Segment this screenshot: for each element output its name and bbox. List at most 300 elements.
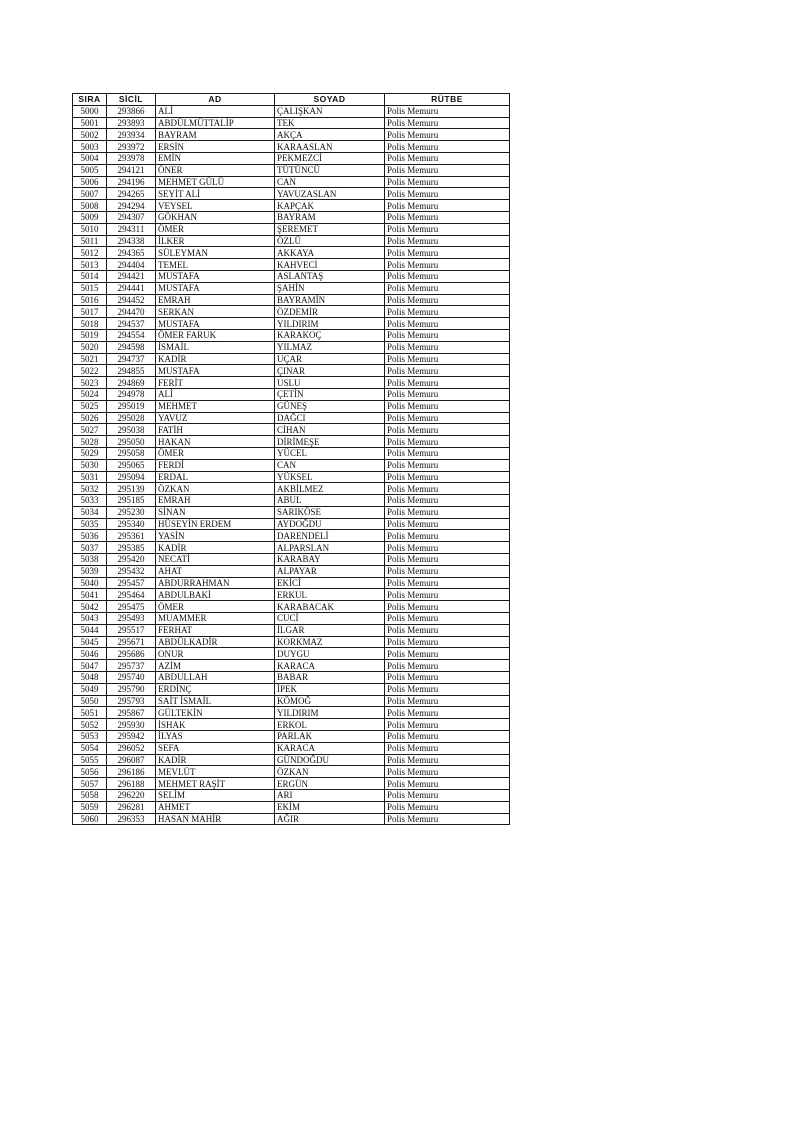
table-row <box>73 672 510 684</box>
cell-sira: 5018 <box>73 318 107 330</box>
cell-rutbe: Polis Memuru <box>385 471 510 483</box>
cell-soyad: KÖMOĞ <box>275 695 385 707</box>
cell-sira: 5058 <box>73 790 107 802</box>
cell-sira: 5043 <box>73 613 107 625</box>
table-row <box>73 613 510 625</box>
cell-sicil: 295361 <box>107 530 156 542</box>
cell-soyad: ALPARSLAN <box>275 542 385 554</box>
cell-ad: ABDULLAH <box>156 672 275 684</box>
cell-sicil: 295058 <box>107 447 156 459</box>
cell-soyad: UÇAR <box>275 353 385 365</box>
cell-rutbe: Polis Memuru <box>385 377 510 389</box>
cell-soyad: KAPÇAK <box>275 200 385 212</box>
cell-sira: 5008 <box>73 200 107 212</box>
cell-soyad: ARI <box>275 790 385 802</box>
table-row <box>73 353 510 365</box>
cell-rutbe: Polis Memuru <box>385 176 510 188</box>
table-row <box>73 211 510 223</box>
table-row <box>73 565 510 577</box>
cell-sira: 5034 <box>73 506 107 518</box>
cell-soyad: PEKMEZCİ <box>275 152 385 164</box>
cell-rutbe: Polis Memuru <box>385 341 510 353</box>
table-row <box>73 176 510 188</box>
cell-soyad: YÜKSEL <box>275 471 385 483</box>
cell-soyad: KAHVECİ <box>275 259 385 271</box>
cell-sicil: 295686 <box>107 648 156 660</box>
cell-sicil: 295457 <box>107 577 156 589</box>
cell-sira: 5041 <box>73 589 107 601</box>
table-row <box>73 270 510 282</box>
cell-ad: FATİH <box>156 424 275 436</box>
cell-sira: 5000 <box>73 105 107 117</box>
cell-rutbe: Polis Memuru <box>385 766 510 778</box>
cell-soyad: BAYRAM <box>275 211 385 223</box>
table-row <box>73 129 510 141</box>
cell-sicil: 295517 <box>107 624 156 636</box>
cell-ad: MEVLÜT <box>156 766 275 778</box>
cell-sicil: 295740 <box>107 672 156 684</box>
table-row <box>73 471 510 483</box>
cell-sira: 5045 <box>73 636 107 648</box>
cell-sicil: 294338 <box>107 235 156 247</box>
cell-soyad: ERGÜN <box>275 778 385 790</box>
cell-rutbe: Polis Memuru <box>385 636 510 648</box>
cell-ad: ÖMER <box>156 223 275 235</box>
cell-sira: 5024 <box>73 388 107 400</box>
cell-soyad: KARACA <box>275 660 385 672</box>
cell-soyad: ŞEREMET <box>275 223 385 235</box>
cell-rutbe: Polis Memuru <box>385 577 510 589</box>
cell-soyad: ÇETİN <box>275 388 385 400</box>
cell-ad: AHAT <box>156 565 275 577</box>
cell-soyad: ÖZLÜ <box>275 235 385 247</box>
cell-rutbe: Polis Memuru <box>385 683 510 695</box>
cell-ad: YASİN <box>156 530 275 542</box>
table-row <box>73 778 510 790</box>
cell-soyad: KORKMAZ <box>275 636 385 648</box>
cell-sira: 5022 <box>73 365 107 377</box>
cell-soyad: PARLAK <box>275 731 385 743</box>
cell-rutbe: Polis Memuru <box>385 565 510 577</box>
table-row <box>73 318 510 330</box>
cell-rutbe: Polis Memuru <box>385 318 510 330</box>
cell-rutbe: Polis Memuru <box>385 790 510 802</box>
cell-sira: 5011 <box>73 235 107 247</box>
cell-sicil: 294421 <box>107 270 156 282</box>
cell-rutbe: Polis Memuru <box>385 731 510 743</box>
cell-soyad: ERKUL <box>275 589 385 601</box>
cell-soyad: KARABAY <box>275 554 385 566</box>
cell-sira: 5054 <box>73 742 107 754</box>
cell-rutbe: Polis Memuru <box>385 223 510 235</box>
cell-sicil: 295432 <box>107 565 156 577</box>
cell-rutbe: Polis Memuru <box>385 436 510 448</box>
table-row <box>73 141 510 153</box>
cell-rutbe: Polis Memuru <box>385 329 510 341</box>
cell-ad: SERKAN <box>156 306 275 318</box>
cell-rutbe: Polis Memuru <box>385 152 510 164</box>
table-row <box>73 259 510 271</box>
cell-sira: 5035 <box>73 518 107 530</box>
table-row <box>73 813 510 825</box>
table-row <box>73 341 510 353</box>
table-row <box>73 282 510 294</box>
cell-ad: SÜLEYMAN <box>156 247 275 259</box>
cell-sicil: 294554 <box>107 329 156 341</box>
header-ad: AD <box>156 94 275 106</box>
cell-sira: 5056 <box>73 766 107 778</box>
cell-sira: 5002 <box>73 129 107 141</box>
cell-sicil: 295139 <box>107 483 156 495</box>
cell-sicil: 294978 <box>107 388 156 400</box>
cell-ad: ABDÜLKADİR <box>156 636 275 648</box>
cell-sicil: 294365 <box>107 247 156 259</box>
cell-sira: 5057 <box>73 778 107 790</box>
cell-sicil: 295028 <box>107 412 156 424</box>
header-sira: SIRA <box>73 94 107 106</box>
cell-sicil: 295464 <box>107 589 156 601</box>
cell-ad: VEYSEL <box>156 200 275 212</box>
table-row <box>73 105 510 117</box>
cell-sicil: 294307 <box>107 211 156 223</box>
cell-ad: EMRAH <box>156 495 275 507</box>
cell-sira: 5036 <box>73 530 107 542</box>
cell-rutbe: Polis Memuru <box>385 801 510 813</box>
cell-rutbe: Polis Memuru <box>385 270 510 282</box>
cell-sira: 5001 <box>73 117 107 129</box>
cell-soyad: EKİCİ <box>275 577 385 589</box>
cell-ad: MUAMMER <box>156 613 275 625</box>
table-row <box>73 530 510 542</box>
cell-sira: 5046 <box>73 648 107 660</box>
cell-rutbe: Polis Memuru <box>385 648 510 660</box>
cell-sicil: 296188 <box>107 778 156 790</box>
cell-sicil: 296353 <box>107 813 156 825</box>
table-row <box>73 412 510 424</box>
cell-sicil: 294121 <box>107 164 156 176</box>
cell-ad: BAYRAM <box>156 129 275 141</box>
cell-sira: 5003 <box>73 141 107 153</box>
cell-soyad: ABUL <box>275 495 385 507</box>
cell-sicil: 294452 <box>107 294 156 306</box>
cell-sicil: 294311 <box>107 223 156 235</box>
cell-rutbe: Polis Memuru <box>385 164 510 176</box>
cell-rutbe: Polis Memuru <box>385 188 510 200</box>
cell-ad: TEMEL <box>156 259 275 271</box>
cell-ad: ABDURRAHMAN <box>156 577 275 589</box>
cell-sicil: 295867 <box>107 707 156 719</box>
cell-ad: SEYİT ALİ <box>156 188 275 200</box>
cell-sira: 5055 <box>73 754 107 766</box>
cell-rutbe: Polis Memuru <box>385 554 510 566</box>
cell-soyad: KARAASLAN <box>275 141 385 153</box>
cell-sira: 5044 <box>73 624 107 636</box>
cell-rutbe: Polis Memuru <box>385 613 510 625</box>
cell-soyad: YILDIRIM <box>275 318 385 330</box>
cell-rutbe: Polis Memuru <box>385 624 510 636</box>
cell-ad: İLYAS <box>156 731 275 743</box>
cell-ad: ÖMER FARUK <box>156 329 275 341</box>
table-row <box>73 247 510 259</box>
cell-ad: İSMAİL <box>156 341 275 353</box>
cell-sira: 5021 <box>73 353 107 365</box>
cell-rutbe: Polis Memuru <box>385 589 510 601</box>
cell-soyad: ALPAYAR <box>275 565 385 577</box>
cell-rutbe: Polis Memuru <box>385 412 510 424</box>
cell-soyad: CAN <box>275 176 385 188</box>
table-row <box>73 424 510 436</box>
cell-ad: MUSTAFA <box>156 318 275 330</box>
cell-ad: HÜSEYİN ERDEM <box>156 518 275 530</box>
cell-ad: KADİR <box>156 353 275 365</box>
cell-sicil: 294869 <box>107 377 156 389</box>
cell-rutbe: Polis Memuru <box>385 200 510 212</box>
cell-soyad: DAĞCI <box>275 412 385 424</box>
cell-rutbe: Polis Memuru <box>385 459 510 471</box>
table-row <box>73 400 510 412</box>
cell-rutbe: Polis Memuru <box>385 129 510 141</box>
table-row <box>73 459 510 471</box>
cell-sicil: 295230 <box>107 506 156 518</box>
cell-sira: 5009 <box>73 211 107 223</box>
table-row <box>73 188 510 200</box>
cell-sira: 5004 <box>73 152 107 164</box>
cell-sicil: 294855 <box>107 365 156 377</box>
cell-rutbe: Polis Memuru <box>385 424 510 436</box>
cell-sira: 5033 <box>73 495 107 507</box>
cell-soyad: AKKAYA <box>275 247 385 259</box>
cell-soyad: ÇALIŞKAN <box>275 105 385 117</box>
cell-sicil: 294598 <box>107 341 156 353</box>
cell-sira: 5038 <box>73 554 107 566</box>
cell-sicil: 295340 <box>107 518 156 530</box>
table-row <box>73 731 510 743</box>
cell-soyad: USLU <box>275 377 385 389</box>
cell-rutbe: Polis Memuru <box>385 660 510 672</box>
cell-ad: FERİT <box>156 377 275 389</box>
cell-ad: FERHAT <box>156 624 275 636</box>
cell-sira: 5012 <box>73 247 107 259</box>
cell-sicil: 296186 <box>107 766 156 778</box>
cell-soyad: AKBİLMEZ <box>275 483 385 495</box>
header-row <box>73 94 510 106</box>
cell-rutbe: Polis Memuru <box>385 495 510 507</box>
table-row <box>73 447 510 459</box>
cell-sicil: 295737 <box>107 660 156 672</box>
cell-sira: 5059 <box>73 801 107 813</box>
cell-sicil: 294537 <box>107 318 156 330</box>
cell-rutbe: Polis Memuru <box>385 388 510 400</box>
cell-sicil: 294470 <box>107 306 156 318</box>
table-row <box>73 719 510 731</box>
cell-soyad: SARIKÖSE <box>275 506 385 518</box>
cell-sira: 5042 <box>73 601 107 613</box>
cell-ad: MEHMET GÜLÜ <box>156 176 275 188</box>
table-row <box>73 152 510 164</box>
table-row <box>73 495 510 507</box>
cell-soyad: BABAR <box>275 672 385 684</box>
cell-ad: AHMET <box>156 801 275 813</box>
cell-sira: 5030 <box>73 459 107 471</box>
cell-rutbe: Polis Memuru <box>385 247 510 259</box>
cell-rutbe: Polis Memuru <box>385 306 510 318</box>
table-row <box>73 329 510 341</box>
cell-ad: ALİ <box>156 388 275 400</box>
cell-rutbe: Polis Memuru <box>385 506 510 518</box>
cell-rutbe: Polis Memuru <box>385 259 510 271</box>
cell-soyad: YILMAZ <box>275 341 385 353</box>
cell-sicil: 294294 <box>107 200 156 212</box>
cell-soyad: KARAKOÇ <box>275 329 385 341</box>
header-sicil: SİCİL <box>107 94 156 106</box>
cell-ad: ÖMER <box>156 601 275 613</box>
cell-ad: HAKAN <box>156 436 275 448</box>
table-row <box>73 742 510 754</box>
cell-sicil: 295019 <box>107 400 156 412</box>
cell-soyad: İPEK <box>275 683 385 695</box>
table-row <box>73 766 510 778</box>
cell-soyad: BAYRAMİN <box>275 294 385 306</box>
cell-sira: 5049 <box>73 683 107 695</box>
cell-sira: 5007 <box>73 188 107 200</box>
cell-rutbe: Polis Memuru <box>385 282 510 294</box>
cell-sicil: 295475 <box>107 601 156 613</box>
table-row <box>73 624 510 636</box>
cell-ad: ERSİN <box>156 141 275 153</box>
cell-rutbe: Polis Memuru <box>385 483 510 495</box>
table-row <box>73 589 510 601</box>
cell-ad: KADİR <box>156 754 275 766</box>
table-row <box>73 518 510 530</box>
table-row <box>73 695 510 707</box>
cell-sicil: 296281 <box>107 801 156 813</box>
cell-sicil: 296220 <box>107 790 156 802</box>
table-row <box>73 790 510 802</box>
cell-soyad: AYDOĞDU <box>275 518 385 530</box>
cell-ad: ONUR <box>156 648 275 660</box>
cell-sicil: 294404 <box>107 259 156 271</box>
cell-soyad: GÜNDOĞDU <box>275 754 385 766</box>
cell-sira: 5031 <box>73 471 107 483</box>
cell-soyad: KARACA <box>275 742 385 754</box>
cell-sicil: 295050 <box>107 436 156 448</box>
cell-sira: 5052 <box>73 719 107 731</box>
cell-sira: 5050 <box>73 695 107 707</box>
cell-sicil: 295065 <box>107 459 156 471</box>
cell-ad: NECATİ <box>156 554 275 566</box>
cell-rutbe: Polis Memuru <box>385 813 510 825</box>
cell-ad: ERDAL <box>156 471 275 483</box>
cell-rutbe: Polis Memuru <box>385 530 510 542</box>
cell-ad: GÖKHAN <box>156 211 275 223</box>
cell-ad: MUSTAFA <box>156 365 275 377</box>
cell-rutbe: Polis Memuru <box>385 695 510 707</box>
cell-ad: ERDİNÇ <box>156 683 275 695</box>
cell-sira: 5026 <box>73 412 107 424</box>
cell-sira: 5029 <box>73 447 107 459</box>
table-row <box>73 200 510 212</box>
cell-sira: 5014 <box>73 270 107 282</box>
table-row <box>73 801 510 813</box>
cell-sira: 5040 <box>73 577 107 589</box>
cell-soyad: GÜNEŞ <box>275 400 385 412</box>
table-row <box>73 506 510 518</box>
cell-rutbe: Polis Memuru <box>385 365 510 377</box>
table-row <box>73 601 510 613</box>
cell-soyad: TÜTÜNCÜ <box>275 164 385 176</box>
cell-sira: 5010 <box>73 223 107 235</box>
cell-ad: EMRAH <box>156 294 275 306</box>
cell-soyad: İLGAR <box>275 624 385 636</box>
cell-sicil: 293972 <box>107 141 156 153</box>
cell-soyad: DUYGU <box>275 648 385 660</box>
table-row <box>73 306 510 318</box>
cell-sira: 5053 <box>73 731 107 743</box>
cell-sira: 5005 <box>73 164 107 176</box>
table-row <box>73 648 510 660</box>
cell-ad: EMİN <box>156 152 275 164</box>
cell-ad: MUSTAFA <box>156 270 275 282</box>
cell-rutbe: Polis Memuru <box>385 353 510 365</box>
cell-soyad: ÖZKAN <box>275 766 385 778</box>
cell-sira: 5023 <box>73 377 107 389</box>
table-row <box>73 542 510 554</box>
cell-ad: SEFA <box>156 742 275 754</box>
table-row <box>73 754 510 766</box>
cell-sicil: 295385 <box>107 542 156 554</box>
cell-soyad: YÜCEL <box>275 447 385 459</box>
cell-sicil: 296087 <box>107 754 156 766</box>
cell-sicil: 295094 <box>107 471 156 483</box>
cell-ad: FERDİ <box>156 459 275 471</box>
table-row <box>73 436 510 448</box>
cell-sira: 5060 <box>73 813 107 825</box>
table-row <box>73 235 510 247</box>
cell-ad: MEHMET <box>156 400 275 412</box>
header-rutbe: RÜTBE <box>385 94 510 106</box>
table-row <box>73 388 510 400</box>
cell-ad: HASAN MAHİR <box>156 813 275 825</box>
cell-ad: KADİR <box>156 542 275 554</box>
cell-sicil: 295185 <box>107 495 156 507</box>
cell-sira: 5048 <box>73 672 107 684</box>
table-row <box>73 707 510 719</box>
cell-soyad: ÖZDEMİR <box>275 306 385 318</box>
cell-rutbe: Polis Memuru <box>385 754 510 766</box>
cell-ad: ABDULBAKİ <box>156 589 275 601</box>
cell-rutbe: Polis Memuru <box>385 542 510 554</box>
cell-sira: 5039 <box>73 565 107 577</box>
personnel-table <box>72 93 510 825</box>
cell-ad: ÖNER <box>156 164 275 176</box>
cell-soyad: KARABACAK <box>275 601 385 613</box>
cell-sicil: 294737 <box>107 353 156 365</box>
cell-soyad: ÇINAR <box>275 365 385 377</box>
cell-sicil: 295790 <box>107 683 156 695</box>
cell-soyad: YILDIRIM <box>275 707 385 719</box>
cell-rutbe: Polis Memuru <box>385 778 510 790</box>
cell-sira: 5019 <box>73 329 107 341</box>
table-row <box>73 377 510 389</box>
cell-sicil: 294265 <box>107 188 156 200</box>
table-row <box>73 683 510 695</box>
table-row <box>73 660 510 672</box>
cell-ad: İSHAK <box>156 719 275 731</box>
cell-ad: ABDÜLMÜTTALİP <box>156 117 275 129</box>
cell-rutbe: Polis Memuru <box>385 672 510 684</box>
table-row <box>73 223 510 235</box>
cell-rutbe: Polis Memuru <box>385 707 510 719</box>
